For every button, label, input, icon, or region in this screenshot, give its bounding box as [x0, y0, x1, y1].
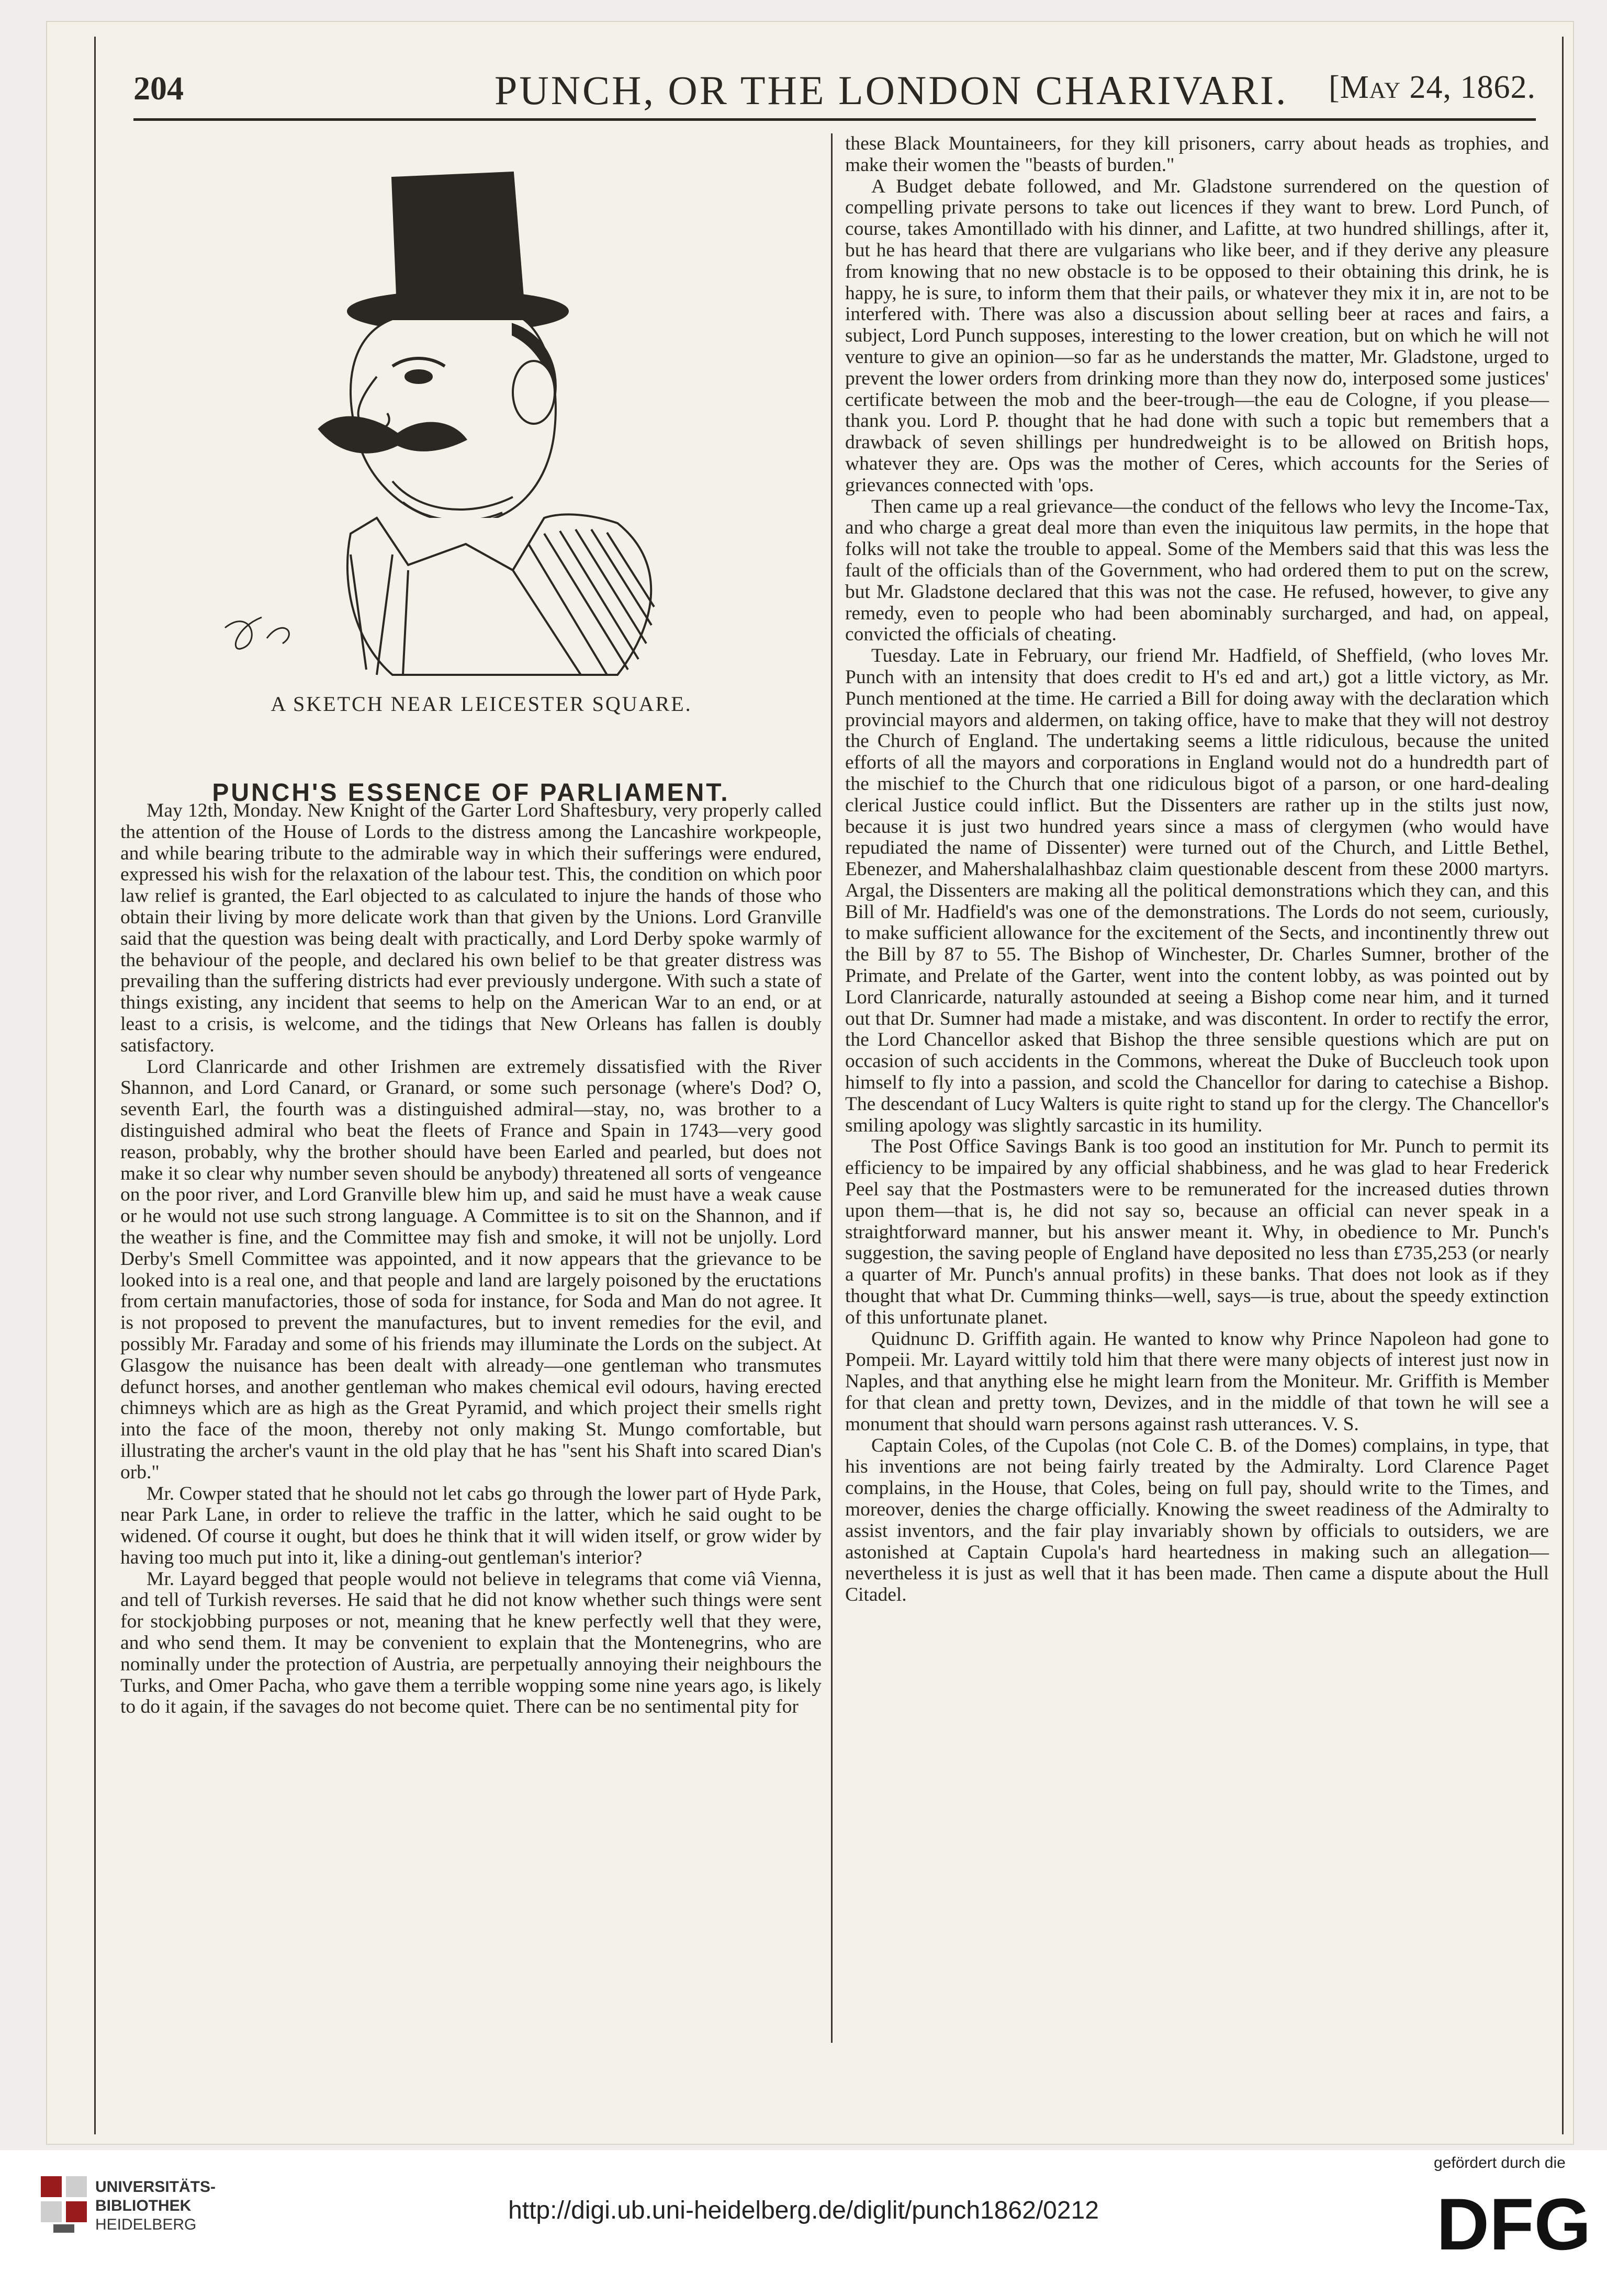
header-rule — [133, 118, 1536, 121]
article-paragraph: The Post Office Savings Bank is too good an institution for Mr. Punch to permit its efficiency to be impaired by any official shabbiness, and he was glad to hear Frederick Peel say that the Postmasters were to be remunerated for the increased duties thrown upon them—that is, he did not say so, because an official can never speak in a straightforward manner, but his answer meant it. Why, in obedience to Mr. Punch's suggestion, the saving people of England have deposited no less than £735,253 (or nearly a quarter of Mr. Punch's annual profits) in these banks. That does not look as if they thought that what Dr. Cumming thinks—well, says—is true, about the speedy extinction of this unfortunate planet. — [845, 1136, 1549, 1328]
article-paragraph: Tuesday. Late in February, our friend Mr. Hadfield, of Sheffield, (who loves Mr. Punch with an intensity that does credit to H's ed and art,) got a little victory, as Mr. Punch mentioned at the time. He carried a Bill for doing away with the declaration which provincial mayors and aldermen, on taking office, have to make that they will not destroy the Church of England. The undertaking seems a little ridiculous, because the united efforts of all the mayors and corporations in England would not do a hundredth part of the mischief to the Church that one ridiculous bigot of a parson, or one hard-dealing clerical Justice could inflict. But the Dissenters are rather up in the stilts just now, because it is just two hundred years since a mass of clergymen (who would have repudiated the name of Dissenter) were turned out of the Church, and Little Bethel, Ebenezer, and Mahershalalhashbaz claim questionable descent from these 2000 martyrs. Argal, the Dissenters are making all the political demonstrations which they can, and this Bill of Mr. Hadfield's was one of the demonstrations. The Lords do not seem, curiously, to make sufficient allowance for the excitement of the Sects, and incontinently threw out the Bill by 87 to 55. The Bishop of Winchester, Dr. Charles Sumner, brother of the Primate, and Prelate of the Garter, went into the content lobby, as was pointed out by Lord Clanricarde, naturally astounded at seeing a Bishop come near him, and it turned out that Dr. Sumner had made a mistake, and was discontent. In order to rectify the error, the Lord Chancellor asked that Bishop the three sensible questions which are put on occasion of such accidents in the Commons, whereat the Duke of Buccleuch took upon himself to fly into a passion, and scold the Chancellor for daring to catechise a Bishop. The descendant of Lucy Walters is quite right to stand up for the clergy. The Chancellor's smiling apology was slightly sarcastic in its humility. — [845, 645, 1549, 1136]
article-paragraph: May 12th, Monday. New Knight of the Garter Lord Shaftesbury, very properly called the attention of the House of Lords to the distress among the Lancashire workpeople, and while bearing tribute to the admirable way in which their sufferings were endured, expressed his wish for the relaxation of the labour test. This, the condition on which poor law relief is granted, the Earl objected to as calculated to injure the hands of those who obtain their living by more delicate work than that given by the Unions. Lord Granville said that the question was being dealt with practically, and Lord Derby spoke warmly of the behaviour of the people, and declared his own belief to be that greater distress was prevailing than the suffering districts had ever previously undergone. With such a state of things existing, any incident that seems to help on the American War to an end, or at least to a crisis, is welcome, and the tidings that New Orleans has fallen is doubly satisfactory. — [120, 800, 822, 1056]
caricature-illustration — [220, 157, 743, 680]
article-paragraph: Mr. Cowper stated that he should not let cabs go through the lower part of Hyde Park, near Park Lane, in order to relieve the traffic in the latter, which he said ought to be widened. Of course it ought, but does he think that it will widen itself, or grow wider by having too much put into it, like a dining-out gentleman's interior? — [120, 1483, 822, 1568]
dfg-logo — [1436, 2183, 1591, 2265]
article-right-column — [845, 133, 1549, 1606]
university-line-1: UNIVERSITÄTS- — [95, 2178, 216, 2196]
university-line-2: BIBLIOTHEK — [95, 2197, 192, 2214]
permalink-url[interactable]: http://digi.ub.uni-heidelberg.de/diglit/punch1862/0212 — [508, 2197, 1099, 2224]
article-paragraph: Lord Clanricarde and other Irishmen are extremely dissatisfied with the River Shannon, and Lord Canard, or Granard, or some such personage (where's Dod? O, seventh Earl, the fourth was a distinguished admiral—stay, no, was brother to a distinguished admiral who beat the fleets of France and Spain in 1743—very good reason, probably, why the brother should have been Earled and pearled, but does not make it so clear why number seven should be anybody) threatened all sorts of vengeance on the poor river, and Lord Granville blew him up, and said he must have a weak cause or he would not use such strong language. A Committee is to sit on the Shannon, and if the weather is fine, and the Committee may fish and smoke, it will not be unjolly. Lord Derby's Smell Committee was appointed, and it now appears that the grievance to be looked into is a real one, and that people and land are largely poisoned by the eructations from certain manufactories, those of soda for instance, for Soda and Man do not agree. It is not proposed to prevent the manufactures, but to invent remedies for the evil, and possibly Mr. Faraday and some of his friends may illuminate the Lords on the subject. At Glasgow the nuisance has been dealt with already—one gentleman who transmutes defunct horses, and another gentleman who makes chemical evil odours, having erected chimneys which are as high as the Great Pyramid, and which project their smells right into the face of the moon, thereby not only making St. Mungo comfortable, but illustrating the archer's vaunt in the old play that he has "sent his Shaft into scared Dian's orb." — [120, 1056, 822, 1483]
article-paragraph: A Budget debate followed, and Mr. Gladstone surrendered on the question of compelling private persons to take out licences if they want to brew. Lord Punch, of course, takes Amontillado with his dinner, and Lafitte, at two hundred shillings, after it, but he has heard that there are vulgarians who like beer, and if they derive any pleasure from knowing that no new obstacle is to be opposed to their obtaining this drink, he is happy, he is sure, to inform them that their pails, or whatever they mix it in, are not to be interfered with. There was also a discussion about selling beer at races and fairs, a subject, Lord Punch supposes, interesting to the lower creation, but on which he will not venture to give an opinion—so far as he understands the matter, Mr. Gladstone, urged to prevent the lower orders from drinking more than they now do, interposed some justices' certificate between the mob and the beer-trough—the eau de Cologne, if you please—thank you. Lord P. thought that he had done with such a topic but remembers that a drawback of seven shillings per hundredweight is to be allowed on British hops, whatever they are. Ops was the mother of Ceres, which accounts for the Series of grievances connected with 'ops. — [845, 175, 1549, 496]
frame-line-left — [94, 37, 96, 2134]
frame-line-right — [1562, 37, 1564, 2134]
university-line-3: HEIDELBERG — [95, 2216, 197, 2233]
illustration-caption: A SKETCH NEAR LEICESTER SQUARE. — [271, 692, 692, 716]
funded-by-label: gefördert durch die — [1434, 2154, 1566, 2171]
article-paragraph: these Black Mountaineers, for they kill prisoners, carry about heads as trophies, and make their women the "beasts of burden." — [845, 133, 1549, 176]
column-rule — [831, 133, 833, 2043]
article-paragraph: Captain Coles, of the Cupolas (not Cole C. B. of the Domes) complains, in type, that his inventions are not being fairly treated by the Admiralty. Lord Clarence Paget complains, in the House, that Coles, being on full pay, should write to the Times, and moreover, denies the charge officially. Knowing the sweet readiness of the Admiralty to assist inventors, and the fair play invariably shown by officials to outsiders, we are astonished at Captain Cupola's hard heartedness in making such an allegation—nevertheless it is just as well that it has been made. Then came a dispute about the Hull Citadel. — [845, 1434, 1549, 1606]
page-header — [133, 62, 1536, 125]
article-left-column — [120, 800, 822, 1718]
article-paragraph: Mr. Layard begged that people would not believe in telegrams that come viâ Vienna, and tell of Turkish reverses. He said that he did not know whether such things were sent for stockjobbing purposes or not, meaning that he knew perfectly well that they were, and who send them. It may be convenient to explain that the Montenegrins, who are nominally under the protection of Austria, are perpetually annoying their neighbours the Turks, and Omer Pacha, who gave them a terrible wopping some nine years ago, is likely to do it again, if the savages do not become quiet. There can be no sentimental pity for — [120, 1568, 822, 1718]
article-paragraph: Quidnunc D. Griffith again. He wanted to know why Prince Napoleon had gone to Pompeii. Mr. Layard wittily told him that there were many objects of interest just now in Naples, and that anything else he might learn from the Moniteur. Mr. Griffith is Member for that clean and pretty town, Devizes, and in the middle of that town he will see a monument that should warn persons against rash utterances. V. S. — [845, 1328, 1549, 1435]
section-title: PUNCH'S ESSENCE OF PARLIAMENT. — [212, 779, 730, 807]
issue-date: [May 24, 1862. — [1329, 70, 1536, 105]
masthead-title: PUNCH, OR THE LONDON CHARIVARI. — [495, 67, 1288, 113]
caricature-drawing — [220, 157, 743, 680]
dfg-logo-text: DFG — [1436, 2183, 1591, 2265]
article-paragraph: Then came up a real grievance—the conduct of the fellows who levy the Income-Tax, and who charge a great deal more than even the iniquitous law permits, in the hope that folks will not take the trouble to appeal. Some of the Members said that this was less the fault of the officials than of the Government, who had ordered them to put on the screw, but Mr. Gladstone declared that this was not the case. He refused, however, to give any remedy, even to people who had been abominably surcharged, and had, on appeal, convicted the officials of cheating. — [845, 495, 1549, 646]
page-number: 204 — [133, 70, 184, 107]
